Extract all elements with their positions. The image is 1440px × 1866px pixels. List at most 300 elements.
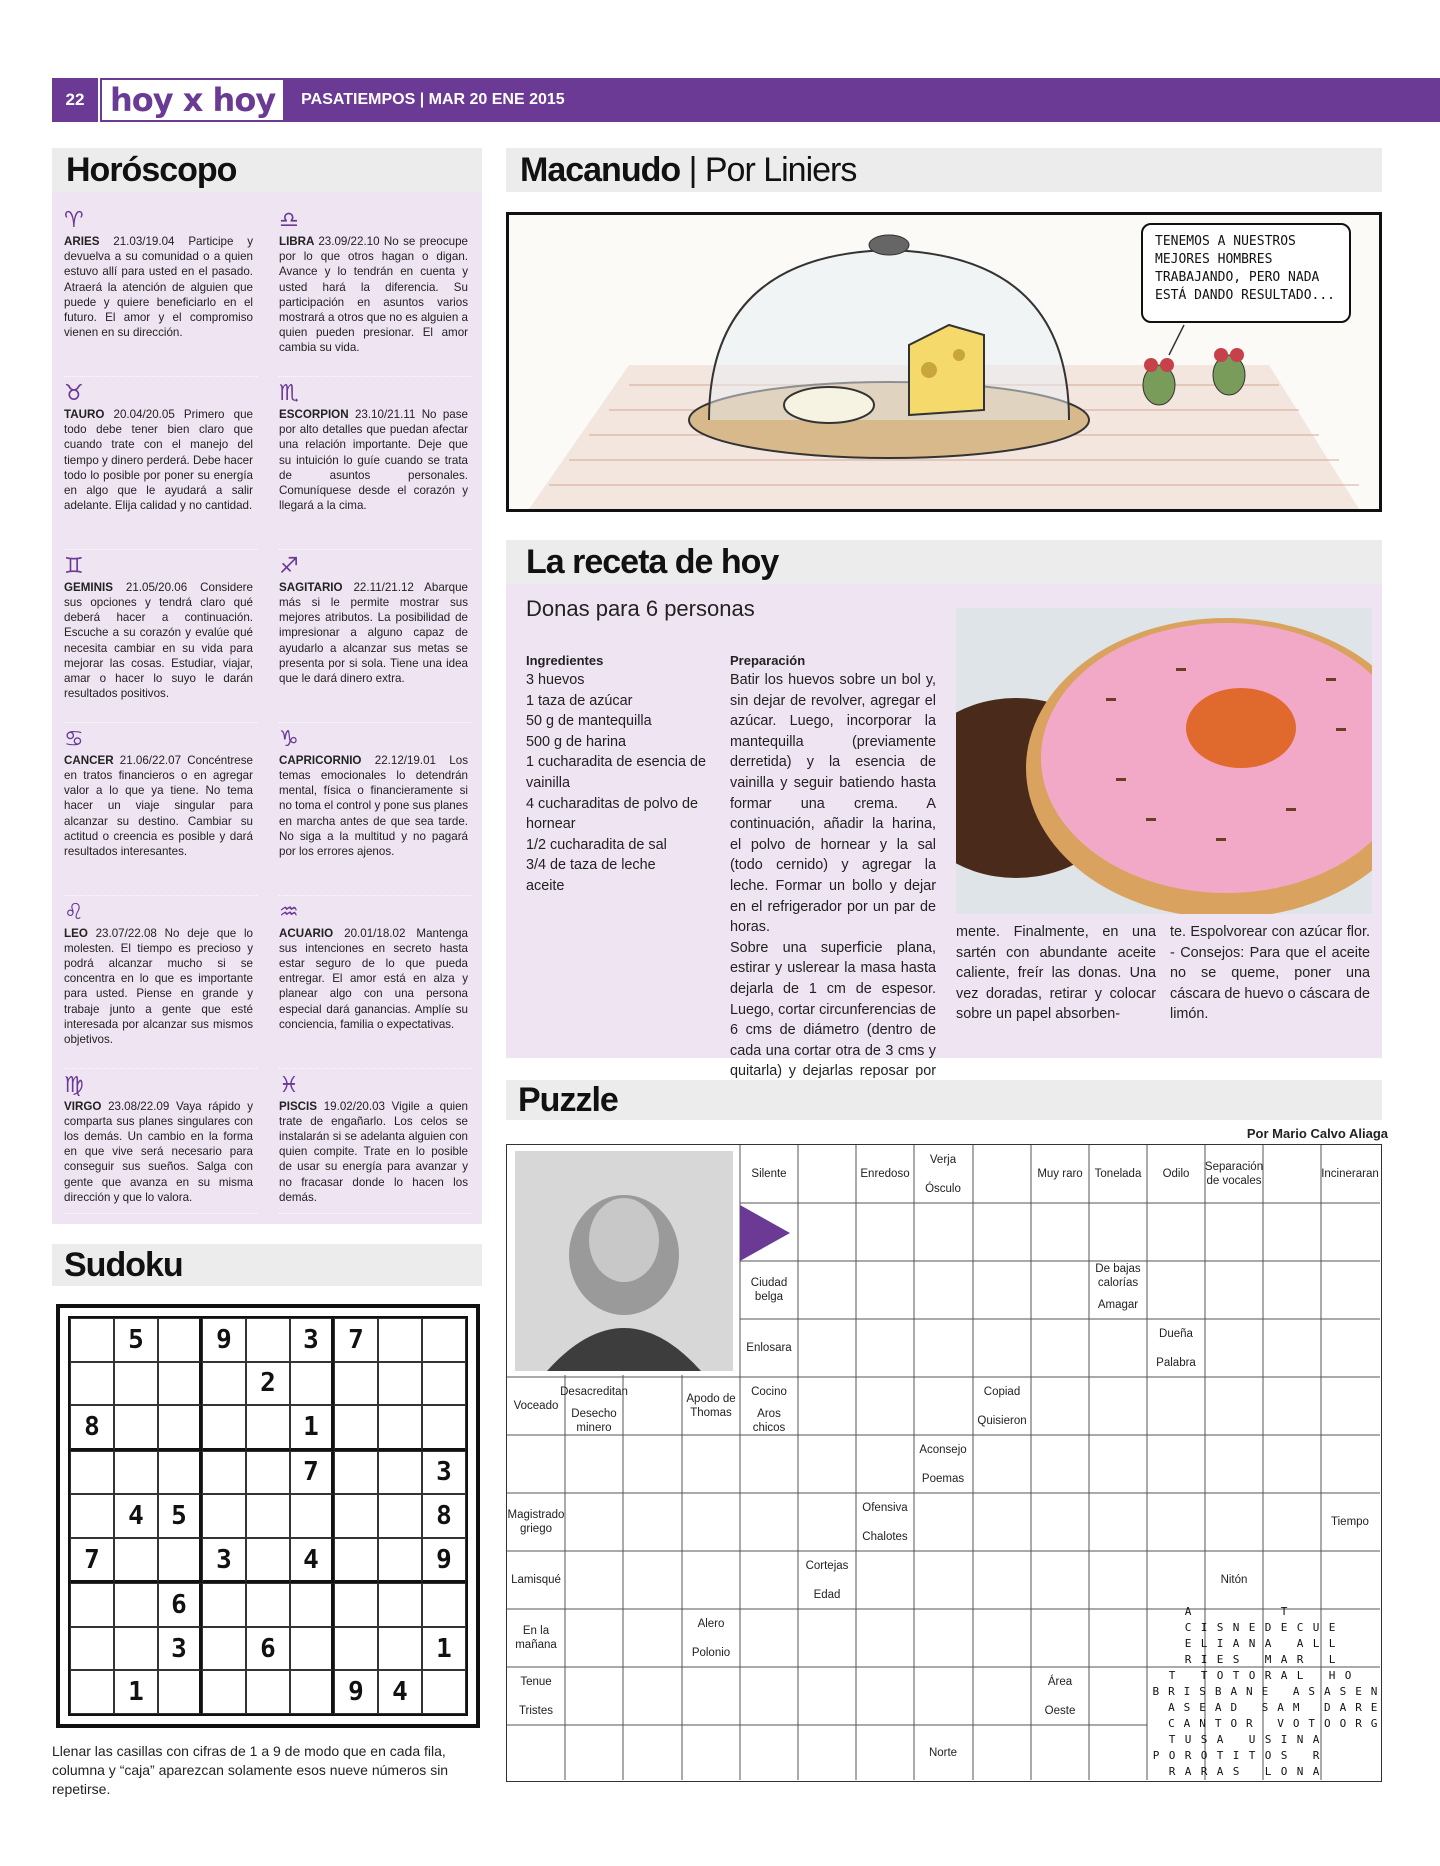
speech-bubble: TENEMOS A NUESTROS MEJORES HOMBRES TRABAJANDO, PERO NADA ESTÁ DANDO RESULTADO... (1141, 223, 1351, 323)
sudoku-cell: 4 (378, 1670, 422, 1714)
recipe-subtitle: Donas para 6 personas (526, 596, 755, 621)
sudoku-cell[interactable] (334, 1583, 378, 1627)
brand-logo: hoy x hoy (100, 78, 285, 122)
crossword-clue: Tonelada (1094, 1168, 1142, 1180)
libra-icon: ♎ (279, 208, 299, 233)
sudoku-cell[interactable] (158, 1451, 202, 1495)
sign-dates: 20.04/20.05 (113, 407, 184, 421)
sign-prediction: Considere sus opciones y tendrá claro qué deberá hacer a continuación. Escuche a su corazón y evalúe qué necesita cambiar en su vida para mejorar las cosas. Estudiar, viajar, amar o hacer lo suyo le darán resultados positivos. (64, 580, 253, 701)
ingredient-item: 1 cucharadita de esencia de vainilla (526, 754, 707, 791)
sign-text (279, 1099, 468, 1205)
comic-strip (506, 212, 1382, 512)
solution-letter (1292, 1748, 1308, 1764)
solution-letter: N (1248, 1637, 1256, 1650)
solution-letter: E (1199, 1701, 1206, 1714)
comic-name: Macanudo (520, 151, 681, 189)
solution-letter: A (1296, 1637, 1304, 1650)
solution-letter: M (1264, 1653, 1272, 1666)
preparation-column (730, 652, 936, 1102)
solution-row (1148, 1668, 1382, 1684)
solution-letter: I (1232, 1749, 1240, 1762)
solution-letter: S (1308, 1685, 1316, 1698)
sudoku-cell: 8 (422, 1494, 466, 1538)
solution-letter: O (1216, 1669, 1224, 1682)
solution-letter (1308, 1668, 1324, 1684)
solution-letter (1148, 1652, 1164, 1668)
solution-letter (1308, 1652, 1324, 1668)
solution-letter: R (1200, 1765, 1208, 1778)
sudoku-cell: 7 (70, 1538, 114, 1584)
sudoku-cell: 3 (422, 1451, 466, 1495)
sudoku-cell[interactable] (378, 1538, 422, 1584)
sudoku-cell[interactable] (246, 1583, 290, 1627)
solution-letter: V (1277, 1717, 1284, 1730)
solution-letter (1148, 1716, 1164, 1732)
solution-letter: D (1264, 1621, 1272, 1634)
solution-letter: I (1280, 1733, 1288, 1746)
solution-row (1148, 1716, 1382, 1732)
crossword-clue: Ósculo (925, 1182, 961, 1195)
solution-letter: O (1264, 1749, 1272, 1762)
page-number: 22 (52, 78, 100, 122)
sign-name: ARIES (64, 235, 114, 248)
solution-letter: B (1214, 1685, 1222, 1698)
solution-letter: T (1168, 1669, 1176, 1682)
sign-prediction: Primero que todo debe tener bien claro que cuando trate con el manejo del tiempo y dinero perderá. Debe hacer todo lo posible por poner su energía en algo que le ayudará a salir adelante. Elija calidad y no cantidad. (64, 407, 254, 513)
crossword-clue: Cortejas (805, 1559, 849, 1572)
crossword-clue: Dueña (1159, 1327, 1193, 1340)
sudoku-cell[interactable] (422, 1583, 466, 1627)
sudoku-cell[interactable] (202, 1405, 246, 1451)
sudoku-cell[interactable] (158, 1670, 202, 1714)
sudoku-cell[interactable] (334, 1405, 378, 1451)
ingredient-item: 500 g de harina (526, 733, 627, 750)
sign-prediction: Los temas emocionales lo detendrán mental, física o financieramente si no toma el control y pone sus planes en marcha antes de que sea tarde. No siga a la multitud y no pagará por los errores ajenos. (279, 753, 468, 858)
solution-letter: N (1370, 1685, 1378, 1698)
sudoku-cell[interactable] (70, 1627, 114, 1671)
solution-letter: S (1261, 1701, 1269, 1714)
solution-letter: R (1355, 1717, 1362, 1730)
solution-letter: E (1248, 1621, 1256, 1634)
sudoku-cell[interactable] (246, 1318, 290, 1362)
sign-dates: 22.12/19.01 (374, 753, 450, 767)
crossword-clue: Desacreditan (560, 1385, 628, 1398)
sudoku-cell[interactable] (202, 1670, 246, 1714)
solution-letter (1148, 1732, 1164, 1748)
sign-text (64, 926, 253, 1048)
solution-letter (1148, 1668, 1164, 1684)
sudoku-cell: 3 (202, 1538, 246, 1584)
solution-letter: N (1246, 1685, 1253, 1698)
sudoku-cell[interactable] (202, 1583, 246, 1627)
solution-letter: U (1248, 1733, 1256, 1746)
preparation-heading: Preparación (730, 653, 806, 668)
solution-letter: N (1296, 1765, 1304, 1778)
crossword-clue: Poemas (921, 1472, 965, 1485)
solution-letter (1242, 1700, 1258, 1716)
solution-letter (1164, 1652, 1180, 1668)
sudoku-cell: 8 (70, 1405, 114, 1451)
sign-dates: 21.03/19.04 (113, 235, 189, 248)
ingredient-item: 1 taza de azúcar (526, 692, 633, 709)
sudoku-cell[interactable] (70, 1318, 114, 1362)
sudoku-cell[interactable] (70, 1670, 114, 1714)
sudoku-cell: 9 (202, 1318, 246, 1362)
solution-letter: E (1328, 1621, 1336, 1634)
solution-letter (1148, 1636, 1164, 1652)
sign-prediction: No se preocupe por lo que otros hagan o digan. Avance y lo tendrán en cuenta y usted hará la diferencia. Su participación en asuntos varios mostrará a otros que no es alguien a quien pueden presionar. El amor cambia su vida. (279, 235, 469, 355)
solution-letter (1164, 1636, 1180, 1652)
crossword-clue: Apodo de Thomas (686, 1393, 736, 1419)
solution-letter: S (1232, 1765, 1240, 1778)
sudoku-cell[interactable] (378, 1494, 422, 1538)
sudoku-cell[interactable] (202, 1627, 246, 1671)
crossword-clue: Odilo (1162, 1168, 1190, 1180)
solution-letter: R (1246, 1717, 1253, 1730)
solution-letter (1148, 1620, 1164, 1636)
solution-letter: A (1280, 1653, 1288, 1666)
solution-letter: A (1312, 1733, 1320, 1746)
sign-prediction: No pase por alto detalles que puedan afectar una relación importante. Deje que su intuición lo guíe cuando se trata de asuntos personales. Comuníquese desde el corazón y llegará a la cima. (279, 407, 469, 513)
solution-letter: R (1168, 1765, 1176, 1778)
solution-letter: I (1200, 1621, 1208, 1634)
solution-letter: S (1216, 1621, 1224, 1634)
sudoku-cell[interactable] (158, 1538, 202, 1584)
solution-letter: E (1261, 1685, 1269, 1698)
solution-letter: O (1344, 1669, 1352, 1682)
crossword-clue: Chalotes (862, 1530, 908, 1543)
horoscope-sign (279, 377, 472, 550)
solution-letter (1148, 1764, 1164, 1780)
sudoku-cell[interactable] (114, 1362, 158, 1406)
sign-dates: 20.01/18.02 (344, 926, 417, 940)
solution-letter (1196, 1604, 1212, 1620)
crossword-clue: Aros chicos (752, 1407, 786, 1434)
solution-letter: T (1214, 1717, 1222, 1730)
sign-text (279, 580, 468, 686)
solution-letter: U (1312, 1621, 1320, 1634)
solution-letter (1148, 1700, 1164, 1716)
solution-row (1148, 1636, 1382, 1652)
sudoku-cell[interactable] (70, 1494, 114, 1538)
horoscope-sign (64, 204, 257, 377)
solution-letter: E (1355, 1685, 1362, 1698)
sudoku-cell[interactable] (378, 1627, 422, 1671)
sudoku-cell[interactable] (70, 1362, 114, 1406)
sudoku-cell[interactable] (246, 1538, 290, 1584)
puzzle-title: Puzzle (506, 1080, 1382, 1120)
sudoku-cell[interactable] (202, 1494, 246, 1538)
recipe-title: La receta de hoy (506, 540, 1382, 584)
ingredient-item: 3/4 de taza de leche (526, 857, 656, 874)
preparation-text-3: mente. Finalmente, en una sartén con abundante aceite caliente, freír las donas. Una vez doradas, retirar y colocar sobre un papel absorben- (956, 924, 1156, 1023)
solution-letter: C (1168, 1717, 1175, 1730)
crossword-clue: Desecho minero (571, 1407, 617, 1434)
solution-letter: A (1184, 1605, 1192, 1618)
crossword-clue: Tenue (520, 1675, 552, 1688)
sudoku-cell[interactable] (114, 1583, 158, 1627)
sign-text (279, 926, 468, 1032)
sudoku-cell[interactable] (422, 1318, 466, 1362)
sudoku-cell[interactable] (334, 1494, 378, 1538)
solution-letter (1164, 1620, 1180, 1636)
solution-letter: A (1339, 1701, 1347, 1714)
horoscope-sign (64, 1069, 257, 1214)
crossword-clue: Tristes (518, 1704, 554, 1717)
sign-text (279, 407, 468, 513)
solution-letter: P (1152, 1749, 1160, 1762)
solution-letter: A (1214, 1701, 1222, 1714)
preparation-text-4: te. Espolvorear con azúcar flor. - Consejos: Para que el aceite no se queme, poner una cáscara de huevo o cáscara de limón. (1170, 924, 1370, 1023)
solution-letter (1212, 1604, 1228, 1620)
horoscope-sign (279, 550, 472, 723)
sudoku-cell: 4 (114, 1494, 158, 1538)
solution-letter: D (1230, 1701, 1238, 1714)
sudoku-cell[interactable] (246, 1451, 290, 1495)
crossword-clue: Magistrado griego (507, 1509, 565, 1535)
sudoku-cell[interactable] (290, 1362, 334, 1406)
crossword-clue: Muy raro (1037, 1168, 1083, 1180)
solution-letter: B (1152, 1685, 1160, 1698)
sudoku-cell[interactable] (290, 1627, 334, 1671)
sudoku-cell[interactable] (246, 1494, 290, 1538)
page-header (52, 78, 1440, 122)
sudoku-cell: 5 (114, 1318, 158, 1362)
solution-letter: O (1230, 1717, 1238, 1730)
solution-letter: E (1216, 1653, 1224, 1666)
sudoku-cell[interactable] (114, 1405, 158, 1451)
sudoku-cell: 1 (290, 1405, 334, 1451)
sudoku-cell[interactable] (158, 1318, 202, 1362)
sudoku-cell[interactable] (114, 1627, 158, 1671)
sudoku-cell[interactable] (378, 1318, 422, 1362)
sign-text (64, 234, 253, 340)
sudoku-cell[interactable] (246, 1405, 290, 1451)
sudoku-cell[interactable] (158, 1405, 202, 1451)
ingredient-item: 3 huevos (526, 672, 585, 688)
crossword-clue: Voceado (513, 1400, 559, 1412)
solution-letter: A (1232, 1637, 1240, 1650)
ingredients-list (526, 670, 716, 897)
leo-icon: ♌ (64, 899, 84, 925)
solution-letter: S (1280, 1749, 1288, 1762)
solution-letter (1244, 1764, 1260, 1780)
sign-prediction: Vaya rápido y comparta sus planes singulares con los demás. Un cambio en la forma en que vive será necesario para conseguir sus sueños. Salga con gente que avanza en su misma dirección y que lo valora. (64, 1099, 253, 1204)
solution-letter (1164, 1604, 1180, 1620)
sudoku-cell[interactable] (246, 1670, 290, 1714)
solution-letter: O (1248, 1669, 1256, 1682)
sudoku-cell[interactable] (378, 1451, 422, 1495)
sudoku-title: Sudoku (52, 1244, 482, 1286)
solution-letter (1304, 1700, 1320, 1716)
crossword-clue: Polonio (691, 1646, 731, 1659)
solution-row (1148, 1652, 1382, 1668)
sudoku-cell[interactable] (202, 1451, 246, 1495)
sudoku-cell[interactable] (114, 1451, 158, 1495)
solution-letter (1228, 1732, 1244, 1748)
solution-letter: I (1216, 1637, 1224, 1650)
sudoku-cell[interactable] (422, 1405, 466, 1451)
solution-letter: T (1216, 1749, 1224, 1762)
solution-letter: R (1168, 1685, 1175, 1698)
sign-text (279, 234, 468, 356)
sudoku-cell[interactable] (158, 1362, 202, 1406)
solution-letter: A (1312, 1765, 1320, 1778)
solution-letter: A (1264, 1637, 1272, 1650)
sudoku-cell[interactable] (334, 1362, 378, 1406)
sudoku-cell: 1 (114, 1670, 158, 1714)
sudoku-cell[interactable] (378, 1583, 422, 1627)
ingredients-heading: Ingredientes (526, 653, 604, 668)
sign-name: TAURO (64, 407, 114, 421)
sudoku-cell[interactable] (378, 1405, 422, 1451)
section-title: PASATIEMPOS | MAR 20 ENE 2015 (301, 91, 565, 108)
sign-dates: 21.06/22.07 (119, 753, 188, 767)
crossword-clue: Lamisqué (511, 1574, 561, 1586)
sudoku-cell[interactable] (290, 1583, 334, 1627)
solution-letter: A (1230, 1685, 1238, 1698)
sudoku-cell[interactable] (422, 1362, 466, 1406)
solution-row (1148, 1748, 1382, 1764)
solution-letter: L (1296, 1669, 1304, 1682)
sudoku-cell[interactable] (202, 1362, 246, 1406)
crossword-clue: Oeste (1044, 1704, 1076, 1717)
solution-letter: A (1184, 1765, 1192, 1778)
solution-letter (1244, 1604, 1260, 1620)
solution-row (1148, 1604, 1382, 1620)
sign-name: ACUARIO (279, 926, 345, 940)
aries-icon: ♈ (64, 208, 84, 233)
sudoku-cell[interactable] (334, 1627, 378, 1671)
solution-letter: A (1324, 1685, 1331, 1698)
crossword-clue: Palabra (1156, 1356, 1196, 1369)
solution-letter: O (1280, 1765, 1288, 1778)
virgo-icon: ♍ (64, 1072, 84, 1098)
sign-prediction: Concéntrese en tratos financieros o en agregar valor a lo que ya tiene. No tema hacer un viaje singular para alcanzar su destino. Cambiar su actitud o creencia es posible y dará resultados interesantes. (64, 753, 253, 858)
solution-letter: S (1199, 1685, 1206, 1698)
solution-letter: D (1324, 1701, 1331, 1714)
solution-letter: C (1296, 1621, 1304, 1634)
solution-letter: E (1370, 1701, 1378, 1714)
aquarius-icon: ♒ (279, 899, 299, 925)
crossword-clue: Área (1047, 1675, 1073, 1688)
solution-letter: S (1232, 1653, 1240, 1666)
solution-letter: A (1216, 1765, 1224, 1778)
horoscope-sign (64, 723, 257, 896)
sudoku-cell[interactable] (290, 1494, 334, 1538)
comic-title: Macanudo | Por Liniers (506, 148, 1382, 192)
horoscope-sign (279, 204, 472, 377)
solution-letter (1148, 1604, 1164, 1620)
solution-letter: S (1339, 1685, 1347, 1698)
solution-letter: O (1200, 1749, 1208, 1762)
solution-letter (1257, 1716, 1273, 1732)
solution-row (1148, 1700, 1382, 1716)
horoscope-sign (279, 896, 472, 1069)
sudoku-cell[interactable] (334, 1451, 378, 1495)
sudoku-cell[interactable] (334, 1538, 378, 1584)
sudoku-cell[interactable] (70, 1583, 114, 1627)
sudoku-cell[interactable] (114, 1538, 158, 1584)
solution-letter: A (1216, 1733, 1224, 1746)
solution-letter (1260, 1604, 1276, 1620)
solution-letter (1276, 1636, 1292, 1652)
solution-letter: G (1370, 1717, 1378, 1730)
crossword-clue: Quisieron (977, 1414, 1027, 1427)
solution-letter: L (1328, 1637, 1336, 1650)
sign-name: CAPRICORNIO (279, 753, 375, 767)
solution-letter: L (1312, 1637, 1320, 1650)
solution-letter: E (1280, 1621, 1288, 1634)
sign-prediction: Vigile a quien trate de engañarlo. Los celos se instalarán si se adelanta alguien con quien compite. Trate en lo posible de usar su energía para avanzar y no fracasar donde lo hacen los demás. (279, 1099, 468, 1204)
gemini-icon: ♊ (64, 553, 84, 579)
crossword-clue: Ciudad belga (750, 1277, 788, 1303)
sudoku-cell: 6 (158, 1583, 202, 1627)
sign-name: CANCER (64, 753, 120, 767)
horoscope-panel (52, 192, 482, 1224)
puzzle-author: Por Mario Calvo Aliaga (1246, 1126, 1388, 1141)
crossword-clue: Silente (751, 1168, 787, 1180)
solution-letter: O (1168, 1749, 1176, 1762)
ingredients-column (526, 652, 716, 897)
crossword-clue: Incineraran (1321, 1168, 1379, 1180)
sudoku-board (56, 1304, 480, 1728)
solution-letter: I (1183, 1685, 1191, 1698)
solution-letter: A (1280, 1669, 1288, 1682)
solution-letter: A (1168, 1701, 1175, 1714)
solution-letter: A (1277, 1701, 1284, 1714)
sudoku-cell[interactable] (290, 1670, 334, 1714)
sudoku-cell[interactable] (422, 1670, 466, 1714)
sudoku-cell: 9 (422, 1538, 466, 1584)
solution-letter: A (1183, 1717, 1191, 1730)
sign-prediction: Abarque más si le permite mostrar sus mejores atributos. La posibilidad de impresionar a alguno capaz de ayudarlo a alcanzar sus metas se presenta por si sola. Tiene una idea que le dará dinero extra. (279, 580, 468, 686)
crossword-clue: En la mañana (515, 1625, 557, 1651)
sudoku-cell[interactable] (70, 1451, 114, 1495)
horoscope-title: Horóscopo (52, 148, 482, 192)
crossword-solution (1148, 1604, 1382, 1782)
solution-letter (1273, 1684, 1289, 1700)
solution-letter: M (1292, 1701, 1300, 1714)
sudoku-cell[interactable] (378, 1362, 422, 1406)
crossword-clue: Ofensiva (862, 1501, 908, 1514)
crossword-clue: De bajas calorías (1095, 1262, 1141, 1289)
solution-letter: R (1355, 1701, 1362, 1714)
horoscope-sign (279, 723, 472, 896)
solution-letter: U (1184, 1733, 1192, 1746)
horoscope-sign (279, 1069, 472, 1214)
solution-letter: O (1324, 1717, 1331, 1730)
sign-dates: 21.05/20.06 (125, 580, 201, 594)
sign-text (64, 1099, 253, 1205)
ingredient-item: 4 cucharaditas de polvo de hornear (526, 795, 699, 833)
capricorn-icon: ♑ (279, 726, 299, 752)
sign-text (64, 580, 253, 702)
crossword-clue: Nitón (1220, 1574, 1248, 1586)
sign-text (64, 407, 253, 513)
sign-prediction: Mantenga sus intenciones en secreto hasta estar seguro de lo que pueda entregar. El amor está en alza y planear algo con una persona especial dará ganancias. Amplíe su conciencia, familia o expectativas. (279, 926, 468, 1031)
preparation-text-1: Batir los huevos sobre un bol y, sin dejar de revolver, agregar el azúcar. Luego, incorporar la mantequilla (previamente derretida) y la esencia de vainilla y seguir batiendo hasta formar una crema. A continuación, añadir la harina, el polvo de hornear y la sal (todo cernido) y agregar la leche. Formar un bollo y dejar en el refrigerador por un par de horas. (730, 672, 936, 936)
crossword-clue: Enredoso (860, 1168, 910, 1180)
solution-row (1148, 1732, 1382, 1748)
sudoku-instructions: Llenar las casillas con cifras de 1 a 9 de modo que en cada fila, columna y “caja” aparezcan solamente esos nueve números sin repetirse. (52, 1743, 449, 1797)
horoscope-sign (64, 550, 257, 723)
solution-letter: R (1264, 1669, 1272, 1682)
solution-letter: O (1292, 1717, 1300, 1730)
sign-dates: 23.07/22.08 (95, 926, 165, 940)
crossword-clue: Tiempo (1331, 1516, 1369, 1528)
sign-text (279, 753, 468, 859)
